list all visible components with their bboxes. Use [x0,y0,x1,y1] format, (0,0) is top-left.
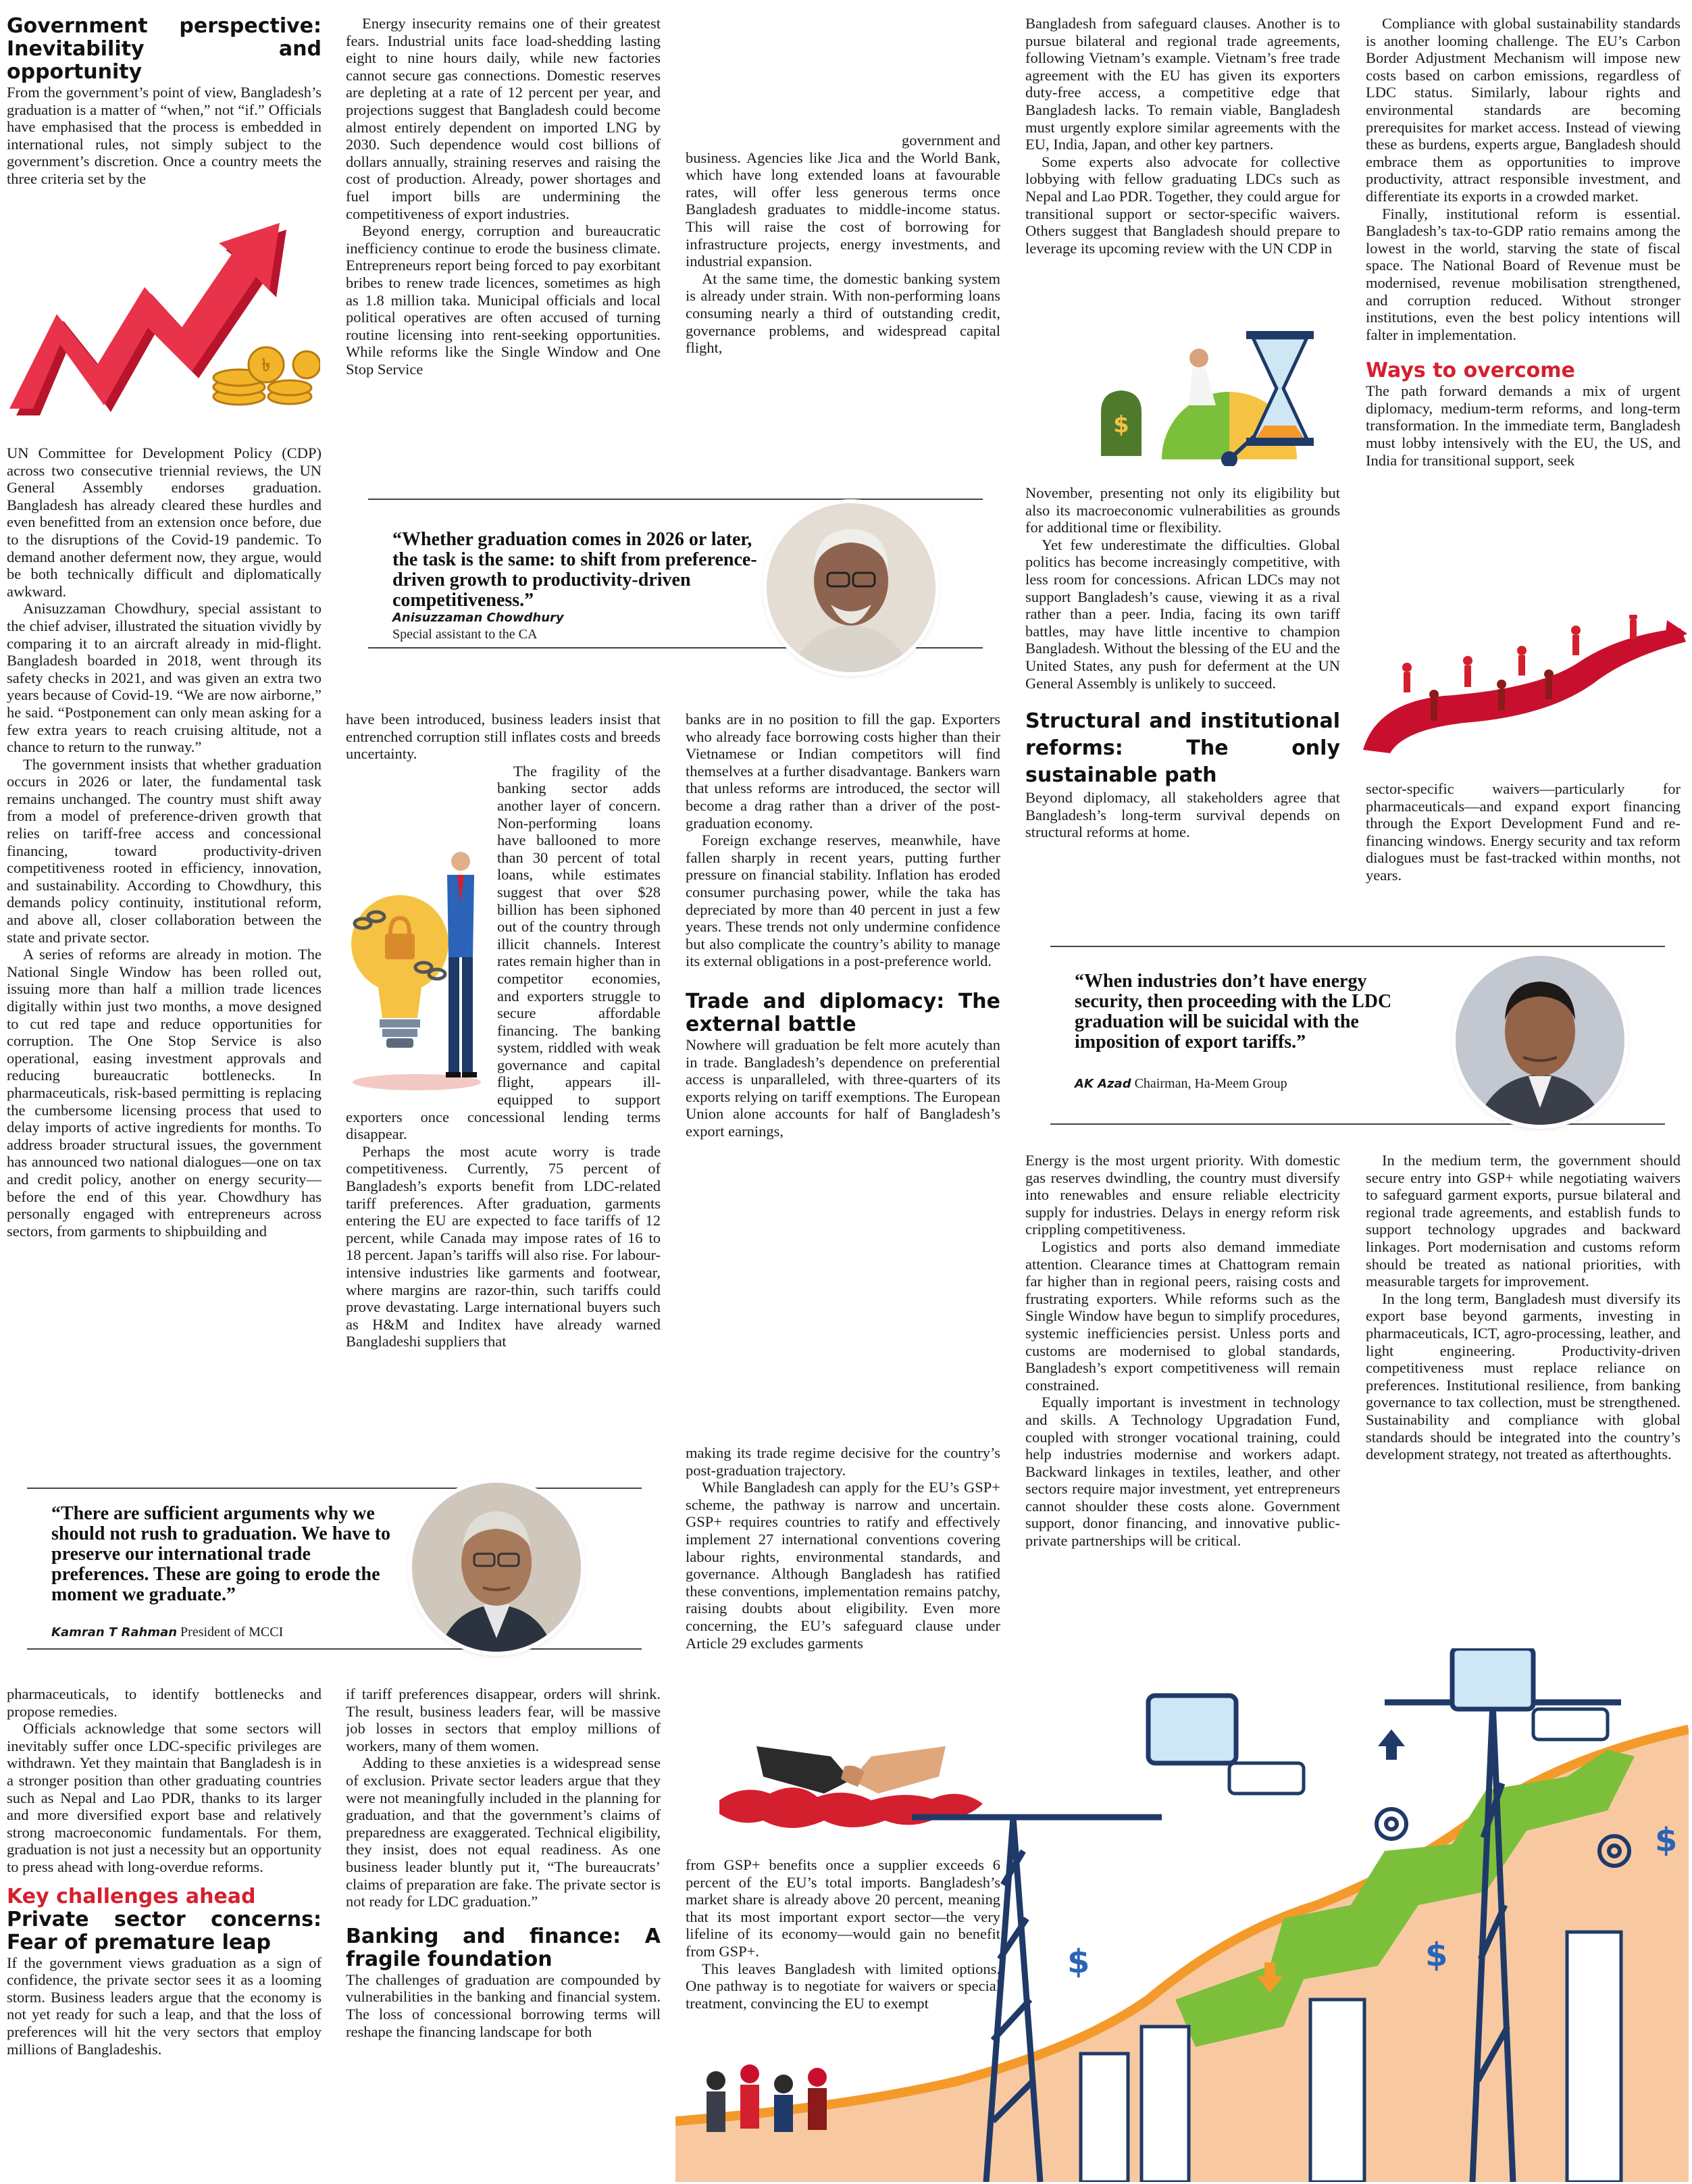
quote-name: Anisuzzaman Chowdhury [392,611,564,625]
paragraph: sector-specific waivers—particularly for pharmaceuticals—and expand export financing through the Export Development Fund and re-financing windows. Energy security and tax reform dialogues must be fast-tracked within months, not years. [1366,780,1681,884]
column-2-bottom [346,1685,661,2182]
paragraph: The path forward demands a mix of urgent diplomacy, medium-term reforms, and long-term transformation. In the immediate term, Bangladesh must lobby intensively with the EU, the US, and India for transitional support, seek [1366,382,1681,469]
lightbulb-illustration [346,842,488,1092]
paragraph: Perhaps the most acute worry is trade competitiveness. Currently, 75 percent of Bangladesh’s exports benefit from LDC-related tariff preferences. After graduation, garments entering the EU are expected to face tariffs of 12 percent, while Canada may impose rates of 16 to 18 percent. Japan’s tariffs will also rise. For labour-intensive industries like garments and footwear, where margins are razor-thin, such tariffs could prove devastating. Large international buyers such as H&M and Inditex have already warned Bangladeshi suppliers that [346,1142,661,1350]
paragraph: Adding to these anxieties is a widespread sense of exclusion. Private sector leaders argue that they were not meaningfully included in the planning for graduation, and that the government’s claims of preparedness are exaggerated. Technical eligibility, they insist, does not equal readiness. As one business leader bluntly put it, “The bureaucrats’ claims of preparation are fake. The private sector is not ready for LDC graduation.” [346,1754,661,1910]
arrow-up-icon [1378,1729,1405,1760]
quote-text: “There are sufficient arguments why we should not rush to graduation. We have to preserve our international trade preferences. These are going to erode the moment we graduate.” [51,1503,391,1605]
paragraph: Compliance with global sustainability standards is another looming challenge. The EU’s Carbon Border Adjustment Mechanism will impose new costs based on carbon emissions, regardless of LDC status. Similarly, labour rights and environmental standards are becoming prerequisites for market access. Instead of viewing these as burdens, experts argue, Bangladesh should embrace them as opportunities to improve productivity, attract responsible investment, and differentiate its exports in a crowded market. [1366,15,1681,205]
column-3-middle [686,711,1000,1413]
paragraph: The government insists that whether graduation occurs in 2026 or later, the fundamental task remains unchanged. The country must shift away from a model of preference-driven growth that relies on tariff-free access and concessional financing, toward productivity-driven competitiveness rooted in efficiency, innovation, and sustainability. According to Chowdhury, this demands policy continuity, institutional reform, and above all, closer collaboration between the state and private sector. [7,755,322,946]
paragraph: Officials acknowledge that some sectors will inevitably suffer once LDC-specific privileges are withdrawn. Yet they maintain that Bangladesh is in a stronger position than other graduating countries such as Nepal and Lao PDR, thanks to its larger and more diversified export base and relatively strong macroeconomic fundamentals. For them, graduation is not just a necessity but an opportunity to press ahead with long-overdue reforms. [7,1720,322,1875]
quote-attribution [1075,1075,1480,1092]
paragraph: from GSP+ benefits once a supplier exceeds 6 percent of the EU’s total imports. Bangladesh’s market share is already above 20 percent, meaning that its most important export sector—the very lifeline of its economy—would gain no benefit from GSP+. [686,1856,1000,1960]
section-heading-key-challenges: Key challenges ahead [7,1884,256,1908]
column-2-middle [346,711,661,1461]
column-1-middle [7,445,322,1444]
paragraph: In the long term, Bangladesh must diversify its export base beyond garments, investing in pharmaceuticals, ICT, agro-processing, leather, and light engineering. Productivity-driven competitiveness must replace reliance on preferences. Institutional resilience, from banking governance to tax collection, must be strengthened. Sustainability and compliance with global standards should be integrated into the country’s development strategy, not treated as afterthoughts. [1366,1290,1681,1463]
quote-name: AK Azad [1075,1077,1131,1091]
quote-attribution [392,609,663,642]
paragraph: pharmaceuticals, to identify bottlenecks and propose remedies. [7,1685,322,1720]
section-heading-ways-to-overcome: Ways to overcome [1366,359,1575,383]
paragraph: Equally important is investment in technology and skills. A Technology Upgradation Fund, coupled with stronger vocational training, could help industries modernise and workers adapt. Backward linkages in textiles, leather, and other sectors require major investment, yet entrepreneurs cannot shoulder these costs alone. Government support, donor financing, and innovative public-private partnerships will be critical. [1025,1394,1340,1550]
paragraph: If the government views graduation as a sign of confidence, the private sector sees it as a looming storm. Business leaders argue that the economy is not yet ready for such a leap, and that the loss of preferences will hit the very sectors that employ millions of Bangladeshis. [7,1954,322,2058]
paragraph: Yet few underestimate the difficulties. Global politics has become increasingly competitive, with less room for concessions. African LDCs may not support Bangladesh’s cause, viewing it as a rival rather than a peer. India, facing its own tariff battles, may have little incentive to champion Bangladesh. Without the blessing of the EU and the United States, any push for deferment at the UN General Assembly is unlikely to succeed. [1025,536,1340,692]
paragraph: UN Committee for Development Policy (CDP) across two consecutive triennial reviews, the UN General Assembly endorses graduation. Bangladesh has already cleared these hurdles and even benefitted from an extension once before, due to the disruptions of the Covid-19 pandemic. To demand another deferment now, they argue, would be both technically difficult and diplomatically awkward. [7,445,322,600]
quote-name: Kamran T Rahman [51,1625,178,1640]
svg-text:$: $ [1113,411,1129,438]
column-4-bottom [1025,1152,1340,1658]
paragraph: making its trade regime decisive for the country’s post-graduation trajectory. [686,1444,1000,1479]
paragraph: From the government’s point of view, Bangladesh’s graduation is a matter of “when,” not “if.” Officials have emphasised that the process is embedded in international rules, not simply subject to the government’s discretion. Once a country meets the three criteria set by the [7,84,322,187]
paragraph: have been introduced, business leaders insist that entrenched corruption still inflates costs and breeds uncertainty. [346,711,661,763]
paragraph: A series of reforms are already in motion. The National Single Window has been rolled out, issuing more than half a million trade licences digitally within just two months, a move designed to cut red tape and reduce opportunities for corruption. The One Stop Service is also operational, easing investment approvals and reducing bureaucratic bottlenecks. In pharmaceuticals, risk-based permitting is replacing the cumbersome licensing process that used to delay imports of active ingredients for months. To address broader structural issues, the government has announced two national dialogues—one on tax and credit policy, another on energy security—before the end of this year. Chowdhury has personally engaged with entrepreneurs across sectors, from garments to shipbuilding and [7,946,322,1240]
quote-title: Special assistant to the CA [392,627,538,642]
paragraph: In the medium term, the government should secure entry into GSP+ while negotiating waivers to safeguard garment exports, pursue bilateral and regional trade agreements, and establish funds to support technology upgrades and backward linkages. Port modernisation and customs reform should be treated as national priorities, with measurable targets for improvement. [1366,1152,1681,1290]
column-4-middle [1025,484,1340,917]
quote-text: “When industries don’t have energy security, then proceeding with the LDC graduation will be suicidal with the imposition of export tariffs.” [1075,971,1392,1052]
section-subheading-private-sector: Private sector concerns: Fear of premature leap [7,1907,322,1954]
paragraph: Bangladesh from safeguard clauses. Another is to pursue bilateral and regional trade agreements, following Vietnam’s example. Vietnam’s free trade agreement with the EU has given its exporters duty-free access, a competitive edge that Bangladesh lacks. To remain viable, Bangladesh must urgently explore similar agreements with the EU, India, Japan, and other key partners. [1025,15,1340,153]
section-heading-government-perspective: Government perspective: Inevitability and opportunity [7,15,322,84]
column-1-top [7,15,322,204]
quote-title: President of MCCI [180,1625,284,1640]
paragraph: banks are in no position to fill the gap. Exporters who already face borrowing costs higher than their Vietnamese or Indian competitors will find themselves at a further disadvantage. Bankers warn that unless reforms are introduced, the sector will become a drag rather than a driver of the post-graduation economy. [686,711,1000,832]
paragraph: Foreign exchange reserves, meanwhile, have fallen sharply in recent years, putting further pressure on financial stability. Inflation has eroded consumer purchasing power, while the taka has depreciated by more than 40 percent in just a few years. These trends not only undermine confidence but also complicate the country’s ability to manage its external obligations in a post-preference world. [686,832,1000,970]
column-5-top [1366,15,1681,657]
red-road-illustration [1363,615,1687,757]
svg-text:$: $ [1655,1821,1678,1859]
column-4-top [1025,15,1340,312]
section-heading-trade-diplomacy: Trade and diplomacy: The external battle [686,989,1000,1036]
section-heading-banking: Banking and finance: A fragile foundation [346,1924,661,1971]
paragraph: Energy is the most urgent priority. With domestic gas reserves dwindling, the country must diversify into renewables and ensure reliable electricity supply for industries. Delays in energy reform risk crippling competitiveness. [1025,1152,1340,1238]
svg-text:$: $ [1425,1936,1448,1974]
paragraph: The challenges of graduation are compounded by vulnerabilities in the banking and financial system. The loss of concessional borrowing terms will reshape the financing landscape for both [346,1971,661,2040]
paragraph: Beyond diplomacy, all stakeholders agree that Bangladesh’s long-term survival depends on structural reforms at home. [1025,789,1340,841]
portrait-ak-azad [1456,956,1624,1125]
column-1-bottom [7,1685,322,2182]
quote-attribution [51,1624,457,1641]
paragraph: Some experts also advocate for collective lobbying with fellow graduating LDCs such as Nepal and Lao PDR. Together, they could argue for transitional support or sector-specific waivers. Others suggest that Bangladesh should prepare to leverage its upcoming review with the UN CDP in [1025,153,1340,257]
industrial-growth-illustration [675,1648,1689,2182]
paragraph: Energy insecurity remains one of their greatest fears. Industrial units face load-shedding lasting eight to nine hours daily, while new factories cannot secure gas connections. Domestic reserves are depleting at a rate of 12 percent per year, and projections suggest that Bangladesh could become almost entirely dependent on imported LNG by 2030. Such dependence would cost billions of dollars annually, straining reserves and raising the cost of production. Already, power shortages and fuel import bills are undermining the competitiveness of export industries. [346,15,661,222]
portrait-kamran-rahman [412,1483,581,1652]
paragraph: While Bangladesh can apply for the EU’s GSP+ scheme, the pathway is narrow and uncertain. GSP+ requires countries to ratify and effectively implement 27 international conventions covering labour rights, environmental standards, and governance. Although Bangladesh has ratified these conventions, implementation remains patchy, raising doubts about eligibility. Even more concerning, the EU’s safeguard clause under Article 29 excludes garments [686,1479,1000,1652]
paragraph: government and business. Agencies like Jica and the World Bank, which have long extended loans at favourable rates, will offer less generous terms once Bangladesh graduates to middle-income status. This will raise the cost of borrowing for infrastructure projects, energy investments, and industrial expansion. [686,132,1000,270]
paragraph: At the same time, the domestic banking system is already under strain. With non-performing loans consuming nearly a third of outstanding credit, governance problems, and widespread capital flight, [686,270,1000,357]
svg-text:$: $ [1067,1943,1090,1981]
svg-text:৳: ৳ [261,355,271,376]
paragraph: This leaves Bangladesh with limited options. One pathway is to negotiate for waivers or special treatment, convincing the EU to exempt [686,1960,1000,2012]
quote-title: Chairman, Ha-Meem Group [1134,1076,1287,1091]
quote-text: “Whether graduation comes in 2026 or later, the task is the same: to shift from preference-driven growth to productivity-driven competitiveness.” [392,529,757,611]
column-3-top [686,132,1000,469]
portrait-anisuzzaman-chowdhury [767,503,935,672]
hourglass-illustration [1081,318,1337,466]
paragraph: Finally, institutional reform is essential. Bangladesh’s tax-to-GDP ratio remains among the lowest in the world, starving the state of fiscal space. The National Board of Revenue must be modernised, revenue mobilisation strengthened, and corruption reduced. Without stronger institutions, even the best policy intentions will falter in implementation. [1366,205,1681,343]
paragraph: Nowhere will graduation be felt more acutely than in trade. Bangladesh’s dependence on preferential access is unparalleled, with three-quarters of its exports relying on tariff exemptions. The European Union alone accounts for half of Bangladesh’s export earnings, [686,1036,1000,1140]
paragraph: The fragility of the banking sector adds another layer of concern. Non-performing loans have ballooned to more than 30 percent of total loans, while estimates suggest that over $28 billion has been siphoned out of the country through illicit channels. Interest rates remain higher than in competitor economies, and exporters struggle to secure affordable financing. The banking system, riddled with weak governance and capital flight, appears ill-equipped to support exporters once concessional lending terms disappear. [346,762,661,1143]
paragraph: November, presenting not only its eligibility but also its macroeconomic vulnerabilities as grounds for additional time or flexibility. [1025,484,1340,536]
paragraph: Logistics and ports also demand immediate attention. Clearance times at Chattogram remain far higher than in regional peers, raising costs and frustrating exporters. While reforms such as the Single Window have begun to simplify procedures, systemic inefficiencies persist. Unless ports and customs are modernised to global standards, Bangladesh’s export competitiveness will remain constrained. [1025,1238,1340,1394]
paragraph: Beyond energy, corruption and bureaucratic inefficiency continue to erode the business climate. Entrepreneurs report being forced to pay exorbitant bribes to renew trade licences, sometimes as high as 1.8 million taka. Municipal officials and local political operatives are often accused of turning routine licensing into rent-seeking opportunities. While reforms like the Single Window and One Stop Service [346,222,661,378]
column-2-top [346,15,661,467]
section-heading-structural-reforms: Structural and institutional reforms: The only sustainable path [1025,709,1340,788]
column-5-middle [1366,780,1681,915]
growth-arrow-illustration [9,220,320,422]
column-5-bottom [1366,1152,1681,1584]
paragraph: if tariff preferences disappear, orders will shrink. The result, business leaders fear, will be massive job losses in sectors that employ millions of workers, many of them women. [346,1685,661,1754]
paragraph: Anisuzzaman Chowdhury, special assistant to the chief adviser, illustrated the situation vividly by comparing it to an aircraft already in mid-flight. Bangladesh boarded in 2018, went through its safety checks in 2021, and was given an extra two years because of Covid-19. “We are now airborne,” he said. “Postponement can only mean asking for a few extra years to reach cruising altitude, not a chance to return to the runway.” [7,600,322,756]
